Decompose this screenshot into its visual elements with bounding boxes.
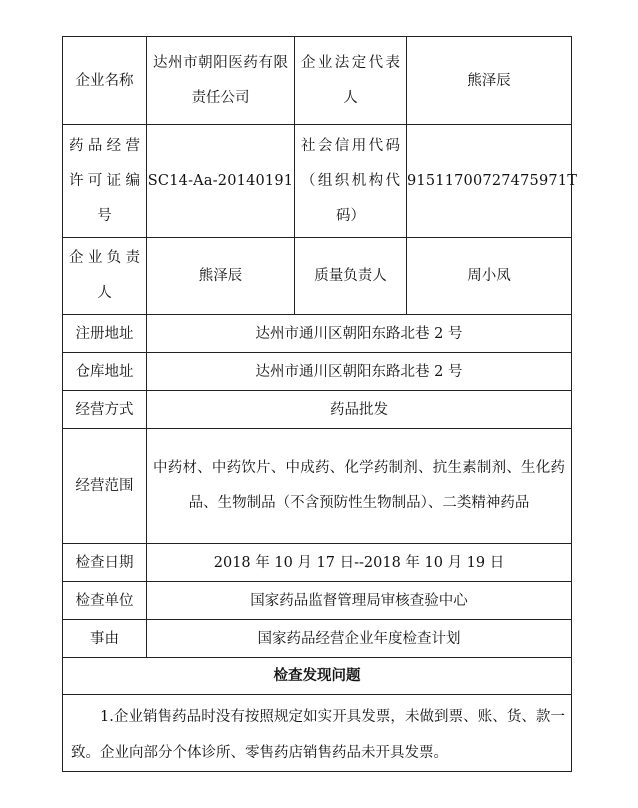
reason-value: 国家药品经营企业年度检查计划 <box>147 620 572 658</box>
row-company <box>63 37 572 125</box>
mode-value: 药品批发 <box>147 391 572 429</box>
row-findings-title <box>63 658 572 695</box>
unit-label: 检查单位 <box>63 582 147 620</box>
license-label: 药品经营许可证编号 <box>63 125 147 238</box>
scope-value: 中药材、中药饮片、中成药、化学药制剂、抗生素制剂、生化药品、生物制品（不含预防性生物制品）、二类精神药品 <box>147 429 572 544</box>
credit-code-label: 社会信用代码（组织机构代码） <box>295 125 407 238</box>
row-date <box>63 544 572 582</box>
row-finding-1 <box>63 695 572 772</box>
row-license <box>63 125 572 238</box>
row-unit <box>63 582 572 620</box>
inspection-table <box>62 36 578 772</box>
unit-value: 国家药品监督管理局审核查验中心 <box>147 582 572 620</box>
mode-label: 经营方式 <box>63 391 147 429</box>
row-scope <box>63 429 572 544</box>
company-name-label: 企业名称 <box>63 37 147 125</box>
company-name-value: 达州市朝阳医药有限责任公司 <box>147 37 295 125</box>
date-label: 检查日期 <box>63 544 147 582</box>
reg-address-label: 注册地址 <box>63 315 147 353</box>
row-principal <box>63 238 572 315</box>
scope-label: 经营范围 <box>63 429 147 544</box>
finding-item-1: 1.企业销售药品时没有按照规定如实开具发票，未做到票、账、货、款一致。企业向部分个体诊所、零售药店销售药品未开具发票。 <box>63 695 572 772</box>
principal-value: 熊泽辰 <box>147 238 295 315</box>
license-value: SC14-Aa-20140191 <box>147 125 295 238</box>
quality-label: 质量负责人 <box>295 238 407 315</box>
row-mode <box>63 391 572 429</box>
inspection-record-sheet <box>62 36 578 768</box>
reason-label: 事由 <box>63 620 147 658</box>
row-reason <box>63 620 572 658</box>
date-value: 2018 年 10 月 17 日--2018 年 10 月 19 日 <box>147 544 572 582</box>
credit-code-value: 91511700727475971T <box>407 125 572 238</box>
warehouse-value: 达州市通川区朝阳东路北巷 2 号 <box>147 353 572 391</box>
legal-rep-label: 企业法定代表人 <box>295 37 407 125</box>
quality-value: 周小凤 <box>407 238 572 315</box>
findings-title: 检查发现问题 <box>63 658 572 695</box>
legal-rep-value: 熊泽辰 <box>407 37 572 125</box>
warehouse-label: 仓库地址 <box>63 353 147 391</box>
reg-address-value: 达州市通川区朝阳东路北巷 2 号 <box>147 315 572 353</box>
principal-label: 企业负责人 <box>63 238 147 315</box>
row-warehouse <box>63 353 572 391</box>
row-reg-address <box>63 315 572 353</box>
